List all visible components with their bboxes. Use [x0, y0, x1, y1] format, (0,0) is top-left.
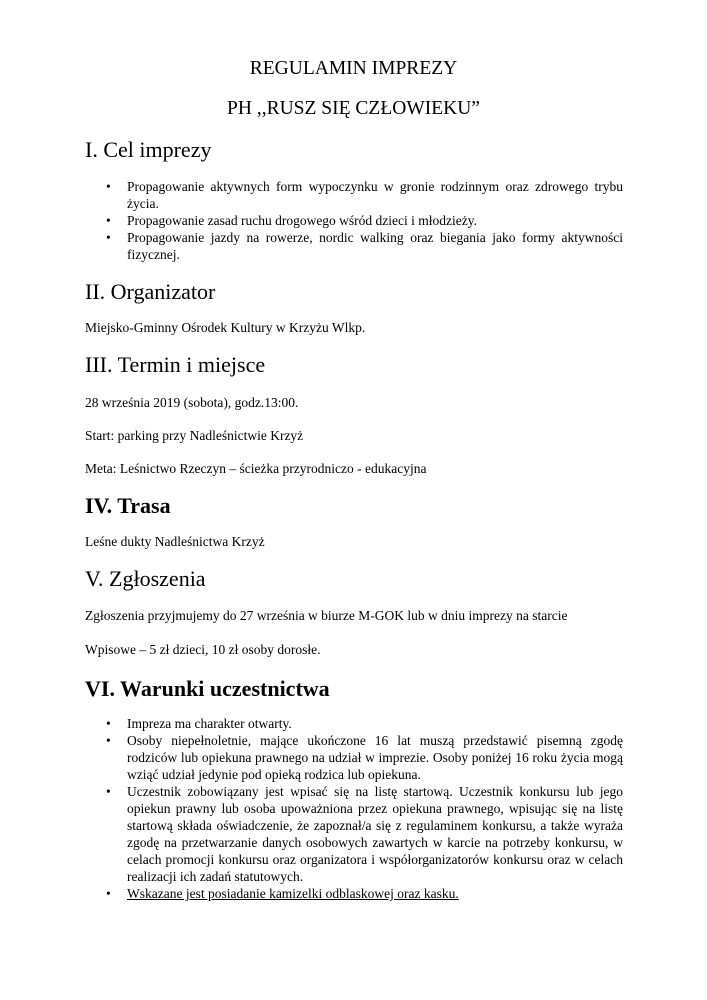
cel-list	[85, 178, 623, 263]
termin-date: 28 września 2019 (sobota), godz.13:00.	[85, 395, 299, 410]
bullet-icon: •	[106, 230, 111, 245]
termin-meta: Meta: Leśnictwo Rzeczyn – ścieżka przyrodniczo - edukacyjna	[85, 461, 427, 476]
section-heading-warunki: VI. Warunki uczestnictwa	[85, 676, 330, 701]
document-title: REGULAMIN IMPREZY	[249, 58, 458, 79]
list-item: • Uczestnik zobowiązany jest wpisać się na listę startową. Uczestnik konkursu lub jego opiekun prawny lub osoba upoważniona przez opiekuna prawnego, wpisując się na listę startową składa oświadczenie, że zapoznał/a się z regulaminem konkursu, a także wyraża zgodę na przetwarzanie danych osobowych zawartych w karcie na potrzeby konkursu, w celach promocji konkursu oraz organizatora i współorganizatorów konkursu oraz w celach realizacji ich zadań statutowych.	[106, 784, 623, 884]
bullet-icon: •	[106, 886, 111, 901]
zgloszenia-text: Zgłoszenia przyjmujemy do 27 września w biurze M-GOK lub w dniu imprezy na starcie	[85, 608, 568, 623]
list-item: • Propagowanie aktywnych form wypoczynku w gronie rodzinnym oraz zdrowego trybu życia.	[106, 179, 623, 211]
section-heading-organizator: II. Organizator	[85, 279, 216, 304]
list-item: • Osoby niepełnoletnie, mające ukończone 16 lat muszą przedstawić pisemną zgodę rodziców lub opiekuna prawnego na udział w imprezie. Osoby poniżej 16 roku życia mogą wziąć udział jedynie pod opieką rodzica lub opiekuna.	[106, 733, 623, 782]
bullet-icon: •	[106, 179, 111, 194]
bullet-icon: •	[106, 716, 111, 731]
section-heading-trasa: IV. Trasa	[85, 493, 171, 518]
zgloszenia-fee: Wpisowe – 5 zł dzieci, 10 zł osoby dorosłe.	[85, 642, 321, 657]
section-heading-zgloszenia: V. Zgłoszenia	[85, 566, 206, 591]
list-item: • Propagowanie jazdy na rowerze, nordic walking oraz biegania jako formy aktywności fizycznej.	[106, 230, 623, 262]
warunki-list	[85, 715, 623, 902]
bullet-icon: •	[106, 213, 111, 228]
organizator-text: Miejsko-Gminny Ośrodek Kultury w Krzyżu Wlkp.	[85, 320, 366, 335]
section-heading-termin: III. Termin i miejsce	[85, 352, 266, 377]
bullet-icon: •	[106, 733, 111, 748]
section-heading-cel: I. Cel imprezy	[85, 137, 212, 162]
bullet-icon: •	[106, 784, 111, 799]
document-subtitle: PH ,,RUSZ SIĘ CZŁOWIEKU”	[227, 98, 480, 119]
list-item: • Propagowanie zasad ruchu drogowego wśród dzieci i młodzieży.	[106, 213, 478, 228]
trasa-text: Leśne dukty Nadleśnictwa Krzyż	[85, 534, 265, 549]
termin-start: Start: parking przy Nadleśnictwie Krzyż	[85, 428, 304, 443]
list-item: • Wskazane jest posiadanie kamizelki odblaskowej oraz kasku.	[106, 886, 459, 901]
list-item: • Impreza ma charakter otwarty.	[106, 716, 292, 731]
